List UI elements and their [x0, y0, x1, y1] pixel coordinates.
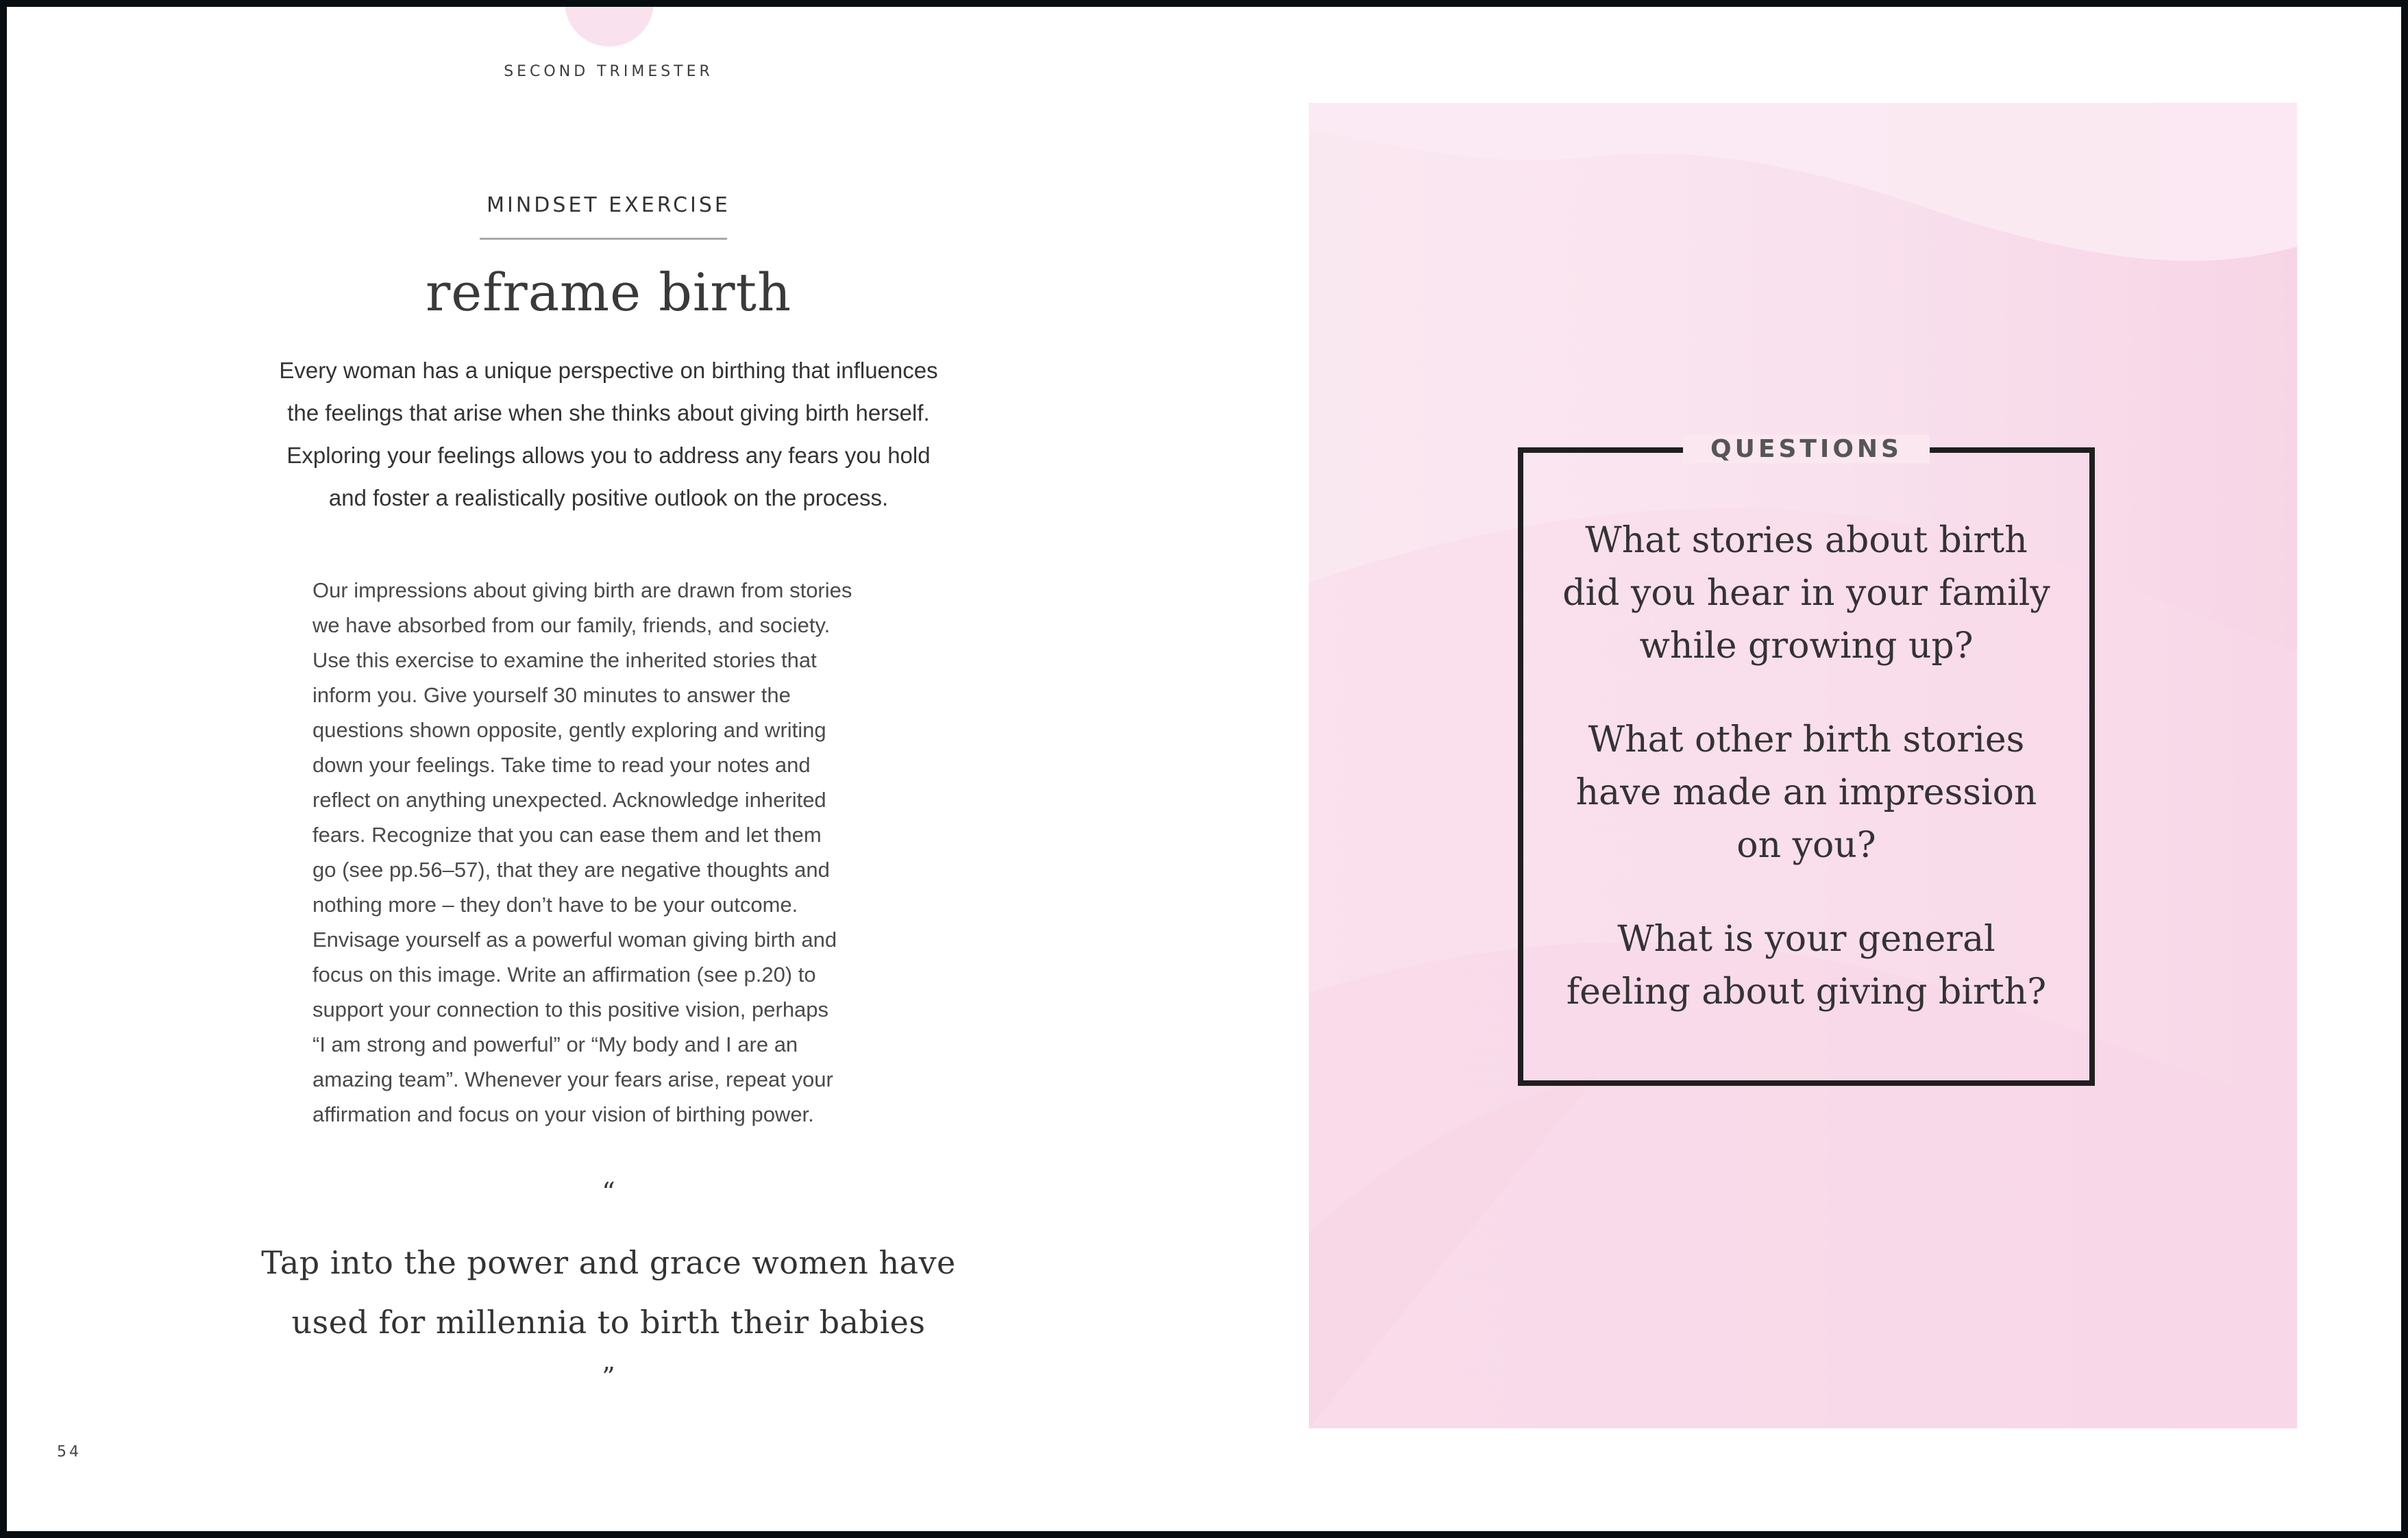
intro-line: and foster a realistically positive outlook on the process.	[328, 485, 889, 510]
questions-box	[1518, 435, 2095, 1086]
body-line: go (see pp.56–57), that they are negative thoughts and	[312, 858, 830, 882]
question-line: on you?	[1736, 825, 1876, 866]
pull-quote-line: Tap into the power and grace women have	[261, 1244, 956, 1281]
body-paragraph	[312, 573, 929, 1132]
question-item	[1523, 514, 2089, 673]
decorative-circle	[565, 7, 654, 47]
page-title: reframe birth	[425, 262, 792, 323]
body-line: Use this exercise to examine the inherited stories that	[312, 648, 817, 672]
intro-line: Every woman has a unique perspective on birthing that influences	[279, 358, 938, 383]
body-line: focus on this image. Write an affirmation (see p.20) to	[312, 963, 816, 987]
pull-quote	[197, 1233, 1020, 1352]
question-line: What stories about birth	[1585, 520, 2028, 561]
body-line: inform you. Give yourself 30 minutes to answer the	[312, 683, 791, 707]
body-line: fears. Recognize that you can ease them and let them	[312, 823, 822, 847]
running-head: SECOND TRIMESTER	[504, 63, 713, 80]
intro-paragraph	[197, 349, 1020, 519]
open-quote-icon: “	[602, 1177, 615, 1207]
question-line: What other birth stories	[1588, 719, 2025, 760]
body-line: affirmation and focus on your vision of birthing power.	[312, 1102, 814, 1126]
section-kicker: MINDSET EXERCISE	[487, 193, 730, 217]
close-quote-icon: ”	[602, 1362, 615, 1392]
questions-label: QUESTIONS	[1683, 435, 1930, 463]
question-line: while growing up?	[1639, 625, 1974, 667]
body-line: nothing more – they don’t have to be your outcome.	[312, 893, 798, 917]
question-item	[1523, 913, 2089, 1019]
intro-line: the feelings that arise when she thinks about giving birth herself.	[287, 400, 930, 425]
body-line: reflect on anything unexpected. Acknowledge inherited	[312, 788, 826, 812]
question-item	[1523, 714, 2089, 872]
body-line: down your feelings. Take time to read your notes and	[312, 753, 811, 777]
body-line: questions shown opposite, gently exploring and writing	[312, 718, 826, 742]
kicker-divider	[480, 238, 727, 240]
intro-line: Exploring your feelings allows you to address any fears you hold	[286, 443, 931, 468]
questions-list	[1523, 514, 2089, 1060]
pull-quote-line: used for millennia to birth their babies	[291, 1304, 926, 1341]
body-line: Envisage yourself as a powerful woman giving birth and	[312, 928, 837, 952]
body-line: “I am strong and powerful” or “My body and I are an	[312, 1032, 798, 1056]
body-line: amazing team”. Whenever your fears arise, repeat your	[312, 1067, 833, 1091]
page-number: 54	[57, 1443, 82, 1461]
body-line: Our impressions about giving birth are drawn from stories	[312, 578, 852, 602]
question-line: did you hear in your family	[1562, 573, 2050, 614]
body-line: support your connection to this positive vision, perhaps	[312, 997, 829, 1021]
question-line: What is your general	[1617, 919, 1995, 960]
question-line: feeling about giving birth?	[1566, 971, 2047, 1013]
book-spread	[7, 7, 2401, 1531]
body-line: we have absorbed from our family, friends, and society.	[312, 613, 831, 637]
question-line: have made an impression	[1575, 772, 2037, 813]
pink-background-panel	[1309, 103, 2297, 1428]
